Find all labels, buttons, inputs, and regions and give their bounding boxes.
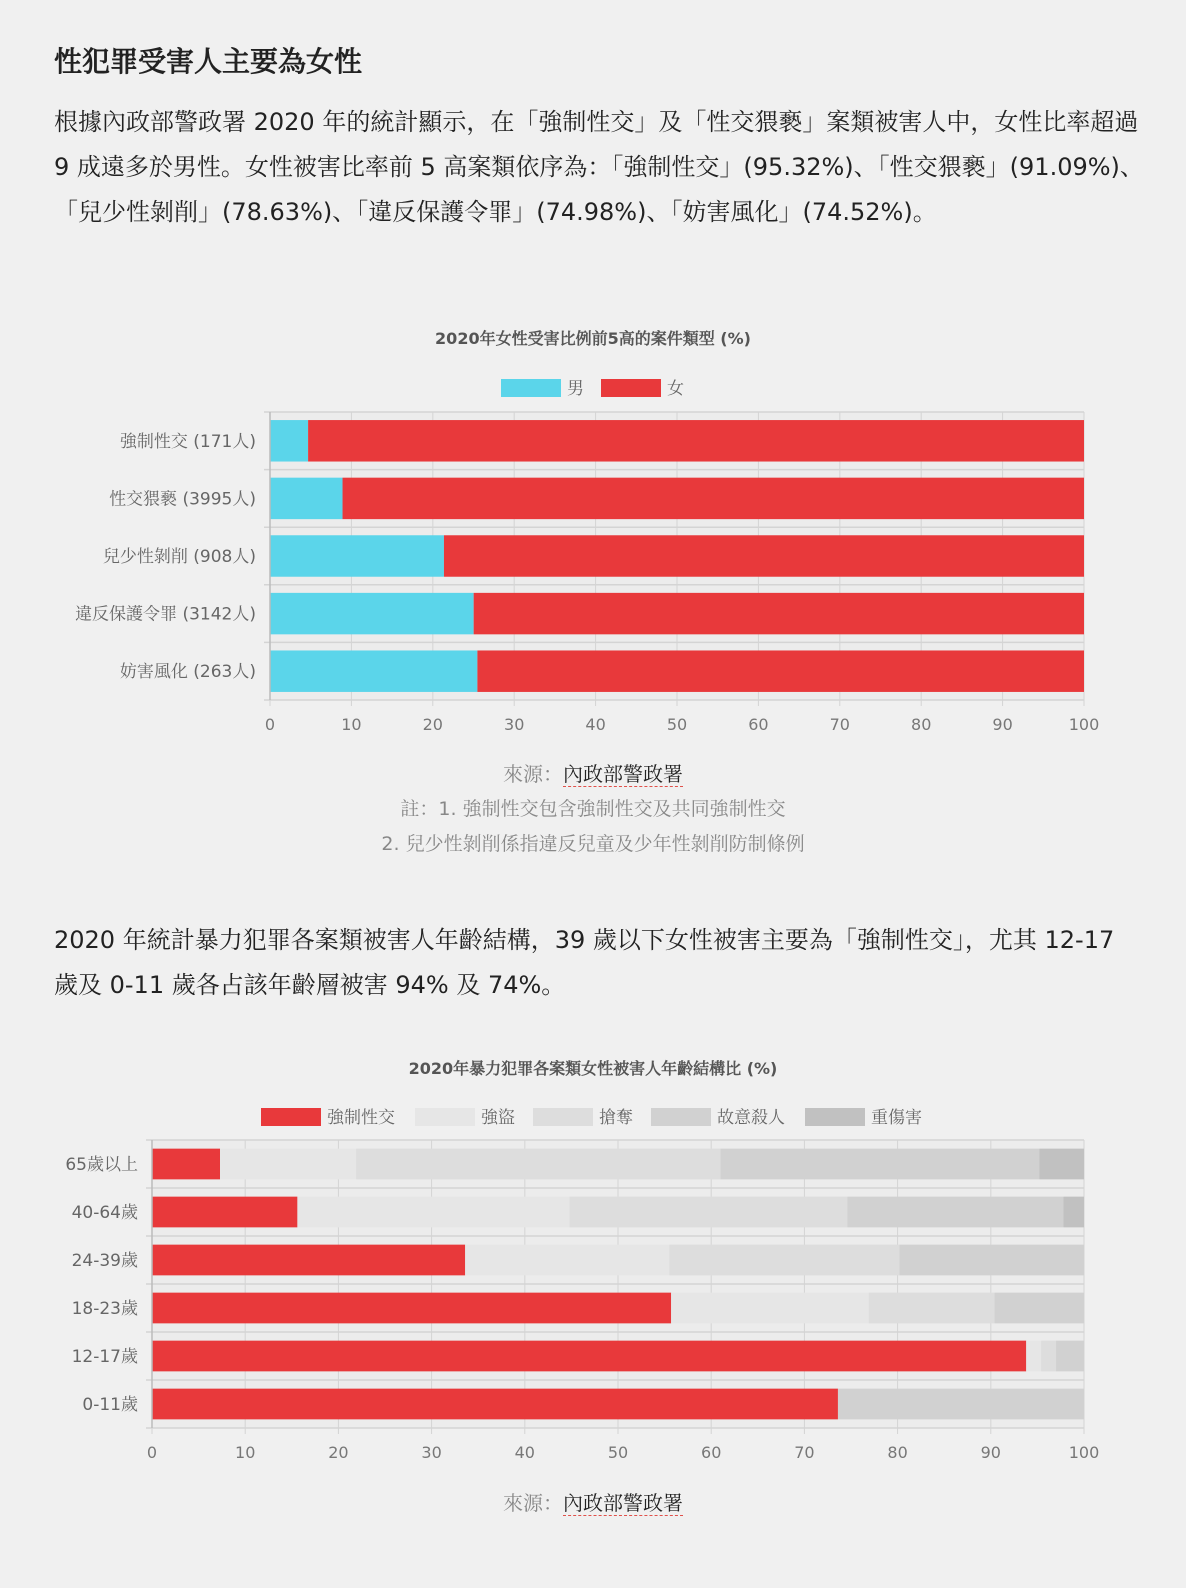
chart-title: 2020年女性受害比例前5高的案件類型 (%) (435, 329, 751, 348)
y-category-label: 12-17歲 (71, 1347, 138, 1367)
x-tick-label: 40 (514, 1443, 535, 1462)
x-tick-label: 100 (1068, 1443, 1100, 1462)
legend-label[interactable]: 重傷害 (871, 1108, 922, 1128)
x-tick-label: 50 (666, 715, 688, 734)
y-category-label: 0-11歲 (82, 1395, 138, 1415)
bar-segment[interactable] (465, 1245, 669, 1276)
legend-label[interactable]: 故意殺人 (717, 1108, 785, 1128)
y-category-label: 強制性交 (171人) (119, 431, 256, 452)
bar-segment[interactable] (152, 1197, 297, 1228)
x-tick-label: 70 (794, 1443, 815, 1462)
x-tick-label: 60 (701, 1443, 722, 1462)
bar-segment[interactable] (270, 478, 343, 519)
y-category-label: 違反保護令罪 (3142人) (75, 604, 256, 625)
bar-segment[interactable] (847, 1197, 1063, 1228)
bar-segment[interactable] (152, 1293, 671, 1324)
y-category-label: 18-23歲 (71, 1299, 138, 1319)
x-tick-label: 20 (328, 1443, 349, 1462)
bar-segment[interactable] (1063, 1197, 1084, 1228)
legend-swatch[interactable] (533, 1108, 593, 1126)
bar-segment[interactable] (270, 535, 444, 576)
chart-title: 2020年暴力犯罪各案類女性被害人年齡結構比 (%) (408, 1059, 778, 1078)
bar-segment[interactable] (838, 1389, 1084, 1420)
y-category-label: 40-64歲 (71, 1203, 138, 1223)
x-tick-label: 0 (146, 1443, 158, 1462)
x-tick-label: 70 (829, 715, 850, 734)
bar-segment[interactable] (220, 1149, 356, 1180)
chart1-note-2: 2. 兒少性剝削係指違反兒童及少年性剝削防制條例 (381, 833, 805, 855)
bar-segment[interactable] (152, 1341, 1026, 1372)
x-tick-label: 60 (748, 715, 769, 734)
x-tick-label: 30 (421, 1443, 442, 1462)
age-structure-paragraph: 2020 年統計暴力犯罪各案類被害人年齡結構，39 歲以下女性被害主要為「強制性交」，尤其 12-17 歲及 0-11 歲各占該年齡層被害 94% 及 74%。 (54, 926, 1115, 999)
bar-segment[interactable] (1041, 1341, 1056, 1372)
x-tick-label: 20 (422, 715, 443, 734)
bar-segment[interactable] (477, 650, 1084, 691)
bar-segment[interactable] (1026, 1341, 1041, 1372)
bar-segment[interactable] (308, 420, 1084, 461)
section-heading: 性犯罪受害人主要為女性 (54, 45, 363, 78)
x-tick-label: 50 (607, 1443, 629, 1462)
x-tick-label: 10 (235, 1443, 256, 1462)
y-category-label: 24-39歲 (71, 1251, 138, 1271)
x-tick-label: 40 (585, 715, 606, 734)
bar-segment[interactable] (869, 1293, 995, 1324)
source-link[interactable]: 內政部警政署 (563, 762, 683, 786)
y-category-label: 性交猥褻 (3995人) (109, 489, 256, 510)
x-tick-label: 10 (341, 715, 362, 734)
x-tick-label: 80 (887, 1443, 908, 1462)
source-label: 來源： (503, 762, 563, 786)
female-victim-ratio-chart (0, 300, 1186, 740)
bar-segment[interactable] (671, 1293, 869, 1324)
legend-swatch[interactable] (415, 1108, 475, 1126)
chart1-source (0, 758, 1186, 787)
chart2-source (0, 1487, 1186, 1516)
chart1-note-1: 註：1. 強制性交包含強制性交及共同強制性交 (400, 798, 786, 820)
intro-paragraph: 根據內政部警政署 2020 年的統計顯示，在「強制性交」及「性交猥褻」案類被害人中，女性比率超過 9 成遠多於男性。女性被害比率前 5 高案類依序為：「強制性交」(95.32%)、「性交猥褻」(91.09%)、「兒少性剝削」(78.63%)、「違反保護令罪」(74.98%)、「妨害風化」(74.52%)。 (54, 108, 1144, 226)
bar-segment[interactable] (297, 1197, 569, 1228)
legend-label[interactable]: 女 (667, 379, 684, 399)
bar-segment[interactable] (1039, 1149, 1084, 1180)
bar-segment[interactable] (152, 1245, 465, 1276)
bar-segment[interactable] (152, 1149, 220, 1180)
bar-segment[interactable] (721, 1149, 1040, 1180)
legend-swatch[interactable] (805, 1108, 865, 1126)
source-link[interactable]: 內政部警政署 (563, 1491, 683, 1515)
bar-segment[interactable] (270, 593, 474, 634)
bar-segment[interactable] (356, 1149, 720, 1180)
bar-segment[interactable] (669, 1245, 899, 1276)
x-tick-label: 90 (992, 715, 1013, 734)
legend-swatch[interactable] (651, 1108, 711, 1126)
legend-label[interactable]: 搶奪 (599, 1108, 633, 1128)
legend-swatch[interactable] (261, 1108, 321, 1126)
x-tick-label: 0 (264, 715, 276, 734)
age-structure-chart (0, 1040, 1186, 1470)
x-tick-label: 30 (504, 715, 525, 734)
legend-swatch[interactable] (501, 379, 561, 397)
x-tick-label: 80 (911, 715, 932, 734)
x-tick-label: 100 (1068, 715, 1100, 734)
bar-segment[interactable] (270, 650, 477, 691)
legend-swatch[interactable] (601, 379, 661, 397)
bar-segment[interactable] (444, 535, 1084, 576)
legend-label[interactable]: 強盜 (481, 1108, 515, 1128)
legend-label[interactable]: 強制性交 (327, 1108, 395, 1128)
bar-segment[interactable] (152, 1389, 838, 1420)
bar-segment[interactable] (474, 593, 1084, 634)
source-label: 來源： (503, 1491, 563, 1515)
x-tick-label: 90 (980, 1443, 1001, 1462)
bar-segment[interactable] (995, 1293, 1084, 1324)
bar-segment[interactable] (570, 1197, 848, 1228)
bar-segment[interactable] (270, 420, 308, 461)
legend-label[interactable]: 男 (567, 379, 584, 399)
y-category-label: 兒少性剝削 (908人) (102, 547, 256, 567)
bar-segment[interactable] (343, 478, 1084, 519)
y-category-label: 65歲以上 (65, 1155, 138, 1175)
y-category-label: 妨害風化 (263人) (119, 662, 256, 683)
bar-segment[interactable] (899, 1245, 1084, 1276)
bar-segment[interactable] (1056, 1341, 1084, 1372)
